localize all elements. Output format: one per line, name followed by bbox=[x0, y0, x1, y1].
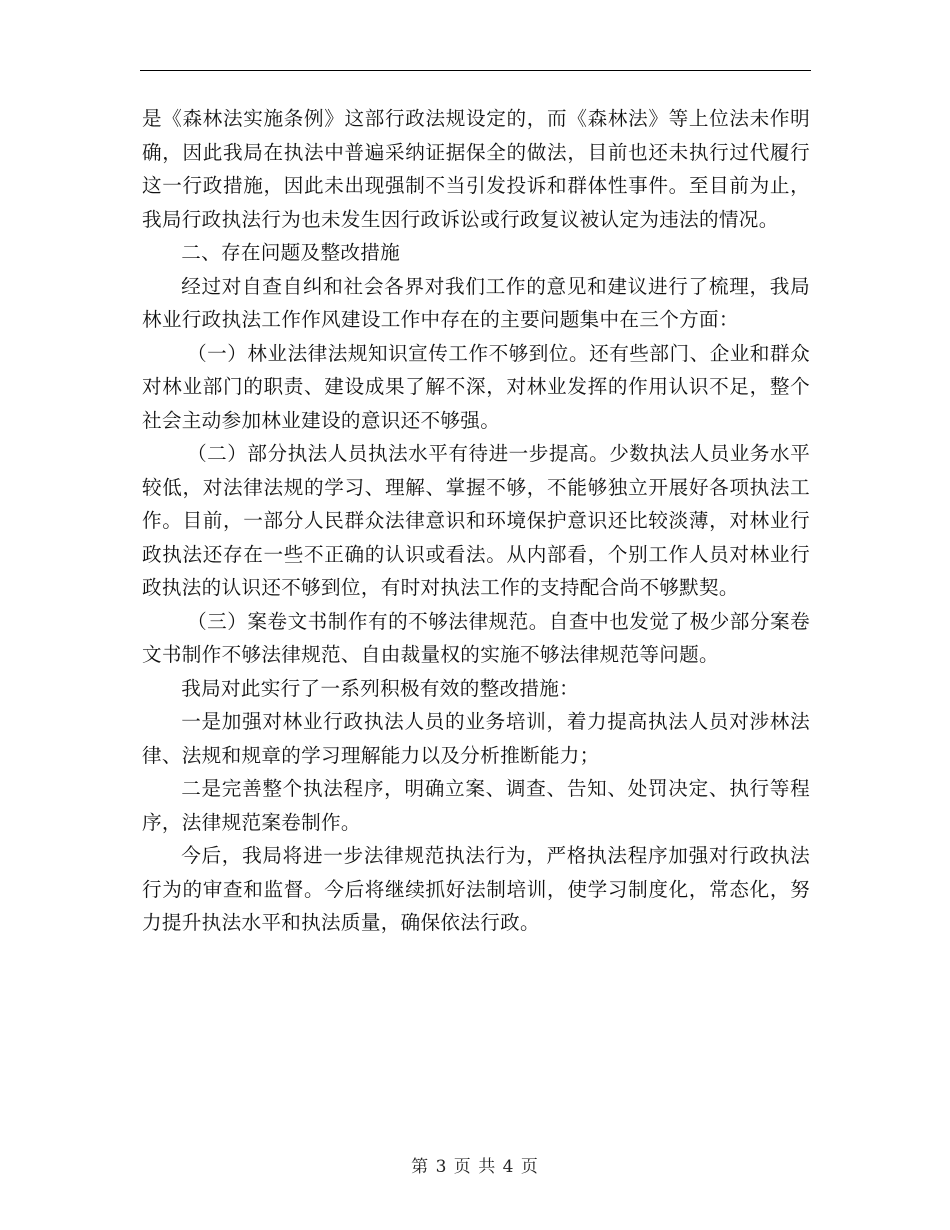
document-body bbox=[142, 102, 810, 940]
paragraph-problem-1: （一）林业法律法规知识宣传工作不够到位。还有些部门、企业和群众对林业部门的职责、建设成果了解不深，对林业发挥的作用认识不足，整个社会主动参加林业建设的意识还不够强。 bbox=[142, 341, 810, 432]
paragraph-problem-2: （二）部分执法人员执法水平有待进一步提高。少数执法人员业务水平较低，对法律法规的学习、理解、掌握不够，不能够独立开展好各项执法工作。目前，一部分人民群众法律意识和环境保护意识还比较淡薄，对林业行政执法还存在一些不正确的认识或看法。从内部看，个别工作人员对林业行政执法的认识还不够到位，有时对执法工作的支持配合尚不够默契。 bbox=[142, 442, 810, 599]
paragraph-measure-1: 一是加强对林业行政执法人员的业务培训，着力提高执法人员对涉林法律、法规和规章的学习理解能力以及分析推断能力； bbox=[142, 710, 810, 767]
page-number-footer: 第 3 页 共 4 页 bbox=[411, 1157, 539, 1177]
paragraph-problem-3: （三）案卷文书制作有的不够法律规范。自查中也发觉了极少部分案卷文书制作不够法律规范、自由裁量权的实施不够法律规范等问题。 bbox=[142, 609, 810, 666]
paragraph-measure-2: 二是完善整个执法程序，明确立案、调查、告知、处罚决定、执行等程序，法律规范案卷制作。 bbox=[142, 777, 810, 834]
paragraph-intro: 经过对自查自纠和社会各界对我们工作的意见和建议进行了梳理，我局林业行政执法工作作风建设工作中存在的主要问题集中在三个方面： bbox=[142, 274, 810, 331]
paragraph-measures-intro: 我局对此实行了一系列积极有效的整改措施： bbox=[181, 676, 580, 700]
header-rule bbox=[140, 70, 811, 71]
section-heading: 二、存在问题及整改措施 bbox=[181, 241, 401, 264]
paragraph-conclusion: 今后，我局将进一步法律规范执法行为，严格执法程序加强对行政执法行为的审查和监督。今后将继续抓好法制培训，使学习制度化，常态化，努力提升执法水平和执法质量，确保依法行政。 bbox=[142, 844, 810, 934]
paragraph-continuation: 是《森林法实施条例》这部行政法规设定的，而《森林法》等上位法未作明确，因此我局在执法中普遍采纳证据保全的做法，目前也还未执行过代履行这一行政措施，因此未出现强制不当引发投诉和群体性事件。至目前为止，我局行政执法行为也未发生因行政诉讼或行政复议被认定为违法的情况。 bbox=[142, 107, 810, 231]
